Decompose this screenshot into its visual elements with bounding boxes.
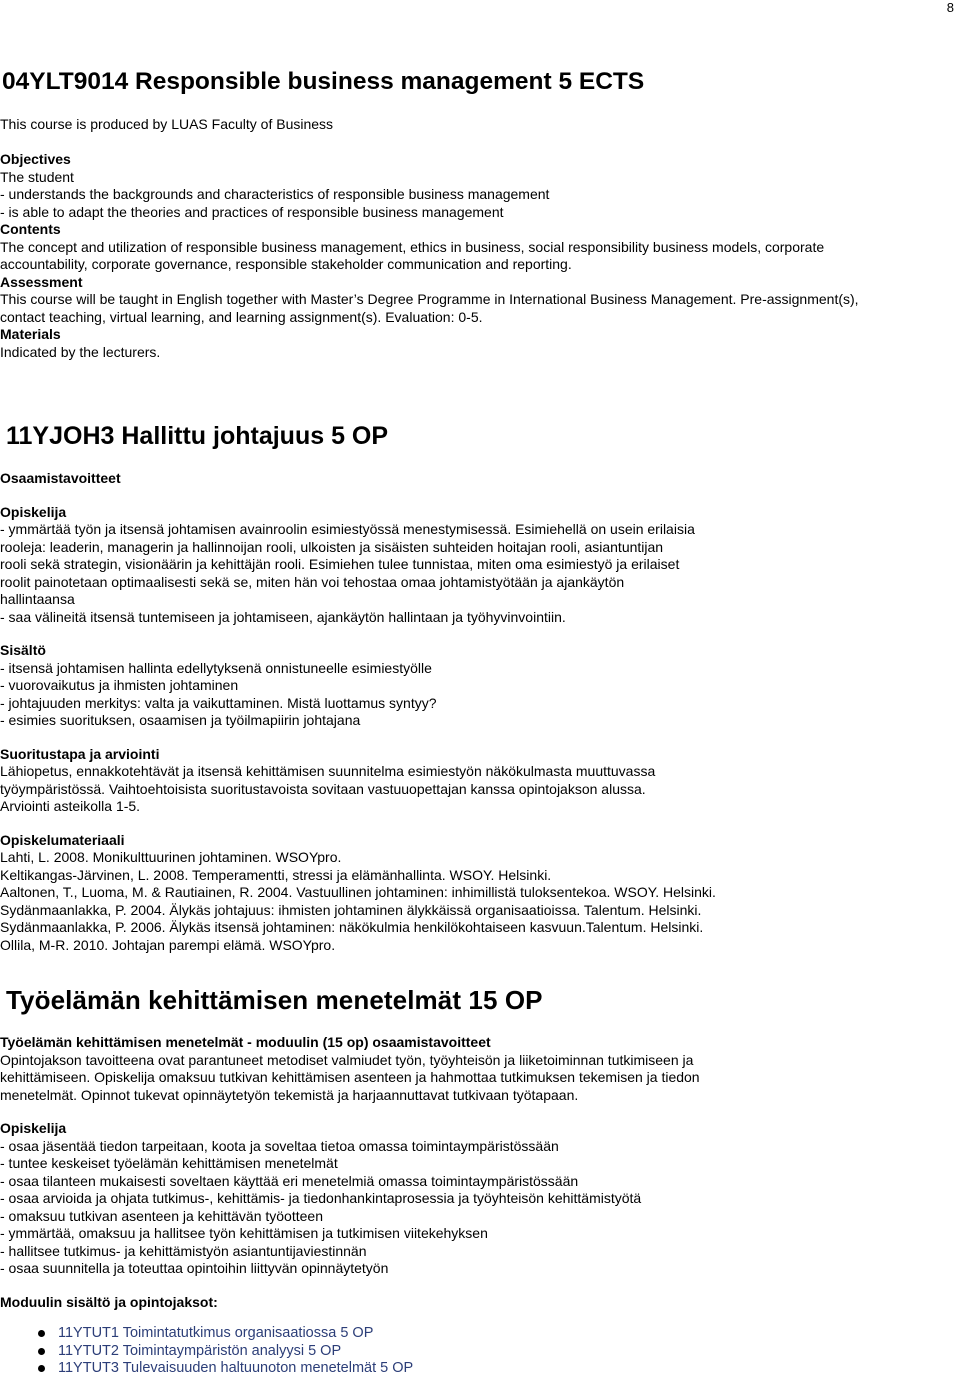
contents-line: accountability, corporate governance, responsible stakeholder communication and reporting. xyxy=(0,256,572,272)
goals-heading: Osaamistavoitteet xyxy=(0,470,121,486)
student-line: - osaa jäsentää tiedon tarpeitaan, koota ja soveltaa tietoa omassa toimintaympäristössään xyxy=(0,1137,559,1154)
content-line: - johtajuuden merkitys: valta ja vaikuttaminen. Mistä luottamus syntyy? xyxy=(0,694,437,711)
materials-line: Sydänmaanlakka, P. 2006. Älykäs itsensä johtaminen: näkökulmia henkilökohtaiseen kasvuun.Talentum. Helsinki. xyxy=(0,919,704,935)
materials-line: Aaltonen, T., Luoma, M. & Rautiainen, R. 2004. Vastuullinen johtaminen: inhimillistä tuloksentekoa. WSOY. Helsinki. xyxy=(0,884,716,900)
student-line: rooleja: leaderin, managerin ja hallinnoijan rooli, ulkoisten ja sisäisten suhteiden hoitajan rooli, asiantuntijan xyxy=(0,538,664,555)
modules-list xyxy=(0,1325,950,1378)
student-line: rooli sekä strategin, visionäärin ja kehittäjän rooli. Esimiehen tulee tunnistaa, miten oma esimiestyö ja erilaiset xyxy=(0,556,680,572)
content-line: - itsensä johtamisen hallinta edellytyksenä onnistuneelle esimiestyölle xyxy=(0,659,432,676)
objectives-line: - is able to adapt the theories and practices of responsible business management xyxy=(0,203,504,220)
content-line: - vuorovaikutus ja ihmisten johtaminen xyxy=(0,677,239,693)
goals-heading: Työelämän kehittämisen menetelmät - moduulin (15 op) osaamistavoitteet xyxy=(0,1034,491,1050)
student-line: - hallitsee tutkimus- ja kehittämistyön asiantuntijaviestinnän xyxy=(0,1242,367,1259)
goals-line: menetelmät. Opinnot tukevat opinnäytetyön tekemistä ja harjaannuttavat tutkivaan työtapaan. xyxy=(0,1086,579,1103)
materials-text xyxy=(0,849,950,954)
module-link[interactable]: 11YTUT3 Tulevaisuuden haltuunoton menetelmät 5 OP xyxy=(58,1360,950,1378)
contents-heading: Contents xyxy=(0,221,61,237)
course-title: 04YLT9014 Responsible business management 5 ECTS xyxy=(2,68,645,95)
student-heading: Opiskelija xyxy=(0,1120,67,1136)
student-line: roolit painotetaan optimaalisesti sekä se, miten hän voi tehostaa omaa johtamistyötään ja ajankäytön xyxy=(0,573,625,590)
student-line: hallintaansa xyxy=(0,591,75,607)
objectives-heading: Objectives xyxy=(0,151,71,167)
contents-text xyxy=(0,239,950,274)
materials-text: Indicated by the lecturers. xyxy=(0,343,161,360)
student-line: - ymmärtää työn ja itsensä johtamisen avainroolin esimiestyössä menestymisessä. Esimiehellä on usein erilaisia xyxy=(0,521,695,537)
student-line: - osaa arvioida ja ohjata tutkimus-, kehittämis- ja tiedonhankintaprosessia ja työyhteisön kehittämistyötä xyxy=(0,1190,642,1206)
assessment-line: työympäristössä. Vaihtoehtoisista suoritustavoista sovitaan vastuuopettajan kanssa opintojakson alussa. xyxy=(0,780,646,797)
page-number: 8 xyxy=(946,0,954,15)
objectives-line: - understands the backgrounds and characteristics of responsible business management xyxy=(0,186,550,202)
student-line: - osaa tilanteen mukaisesti soveltaen käyttää eri menetelmiä omassa toimintaympäristössään xyxy=(0,1172,579,1189)
module-link[interactable]: 11YTUT2 Toimintaympäristön analyysi 5 OP xyxy=(58,1343,950,1361)
goals-line: Opintojakson tavoitteena ovat parantuneet metodiset valmiudet työn, työyhteisön ja liiketoiminnan tutkimiseen ja xyxy=(0,1051,694,1068)
student-heading: Opiskelija xyxy=(0,503,67,520)
materials-heading: Opiskelumateriaali xyxy=(0,831,125,848)
contents-line: The concept and utilization of responsible business management, ethics in business, social responsibility business models, corporate xyxy=(0,238,825,255)
assessment-line: This course will be taught in English together with Master’s Degree Programme in International Business Management. Pre-assignment(s), xyxy=(0,291,859,307)
materials-line: Ollila, M-R. 2010. Johtajan parempi elämä. WSOYpro. xyxy=(0,936,336,953)
assessment-heading: Suoritustapa ja arviointi xyxy=(0,745,160,762)
content-text xyxy=(0,660,950,730)
student-text xyxy=(0,1138,950,1278)
assessment-text xyxy=(0,763,950,816)
assessment-line: contact teaching, virtual learning, and learning assignment(s). Evaluation: 0-5. xyxy=(0,308,483,325)
materials-line: Sydänmaanlakka, P. 2004. Älykäs johtajuus: ihmisten johtaminen älykkäissä organisaatioissa. Talentum. Helsinki. xyxy=(0,901,702,918)
objectives-line: The student xyxy=(0,168,74,185)
student-line: - ymmärtää, omaksuu ja hallitsee työn kehittämisen ja tutkimisen viitekehyksen xyxy=(0,1225,488,1241)
goals-line: kehittämiseen. Opiskelija omaksuu tutkivan kehittämisen asenteen ja hahmottaa tutkimuksen tekemisen ja tiedon xyxy=(0,1069,700,1085)
course-section-hallittu-johtajuus xyxy=(0,420,950,954)
assessment-line: Arviointi asteikolla 1-5. xyxy=(0,798,141,814)
materials-line: Keltikangas-Järvinen, L. 2008. Temperamentti, stressi ja elämänhallinta. WSOY. Helsinki. xyxy=(0,866,552,883)
student-text xyxy=(0,521,950,626)
assessment-text xyxy=(0,291,950,326)
materials-line: Lahti, L. 2008. Monikulttuurinen johtaminen. WSOYpro. xyxy=(0,849,342,865)
content-line: - esimies suorituksen, osaamisen ja työilmapiirin johtajana xyxy=(0,712,361,728)
student-line: - tuntee keskeiset työelämän kehittämisen menetelmät xyxy=(0,1155,338,1171)
student-line: - osaa suunnitella ja toteuttaa opintoihin liittyvän opinnäytetyön xyxy=(0,1260,389,1276)
course-intro: This course is produced by LUAS Faculty of Business xyxy=(0,116,334,132)
modules-heading: Moduulin sisältö ja opintojaksot: xyxy=(0,1293,218,1310)
student-line: - omaksuu tutkivan asenteen ja kehittävän työotteen xyxy=(0,1207,323,1224)
course-title: Työelämän kehittämisen menetelmät 15 OP xyxy=(6,985,543,1015)
course-title: 11YJOH3 Hallittu johtajuus 5 OP xyxy=(6,422,389,450)
goals-text xyxy=(0,1052,950,1105)
module-link[interactable]: 11YTUT1 Toimintatutkimus organisaatiossa 5 OP xyxy=(58,1325,950,1343)
assessment-line: Lähiopetus, ennakkotehtävät ja itsensä kehittämisen suunnitelma esimiestyön näkökulmasta muuttuvassa xyxy=(0,763,656,779)
course-section-responsible-business xyxy=(0,66,950,361)
materials-heading: Materials xyxy=(0,326,61,342)
objectives-text xyxy=(0,169,950,222)
content-heading: Sisältö xyxy=(0,642,46,658)
assessment-heading: Assessment xyxy=(0,273,83,290)
student-line: - saa välineitä itsensä tuntemiseen ja johtamiseen, ajankäytön hallintaan ja työhyvinvointiin. xyxy=(0,608,566,625)
course-section-tyoelaman-kehittaminen xyxy=(0,984,950,1378)
